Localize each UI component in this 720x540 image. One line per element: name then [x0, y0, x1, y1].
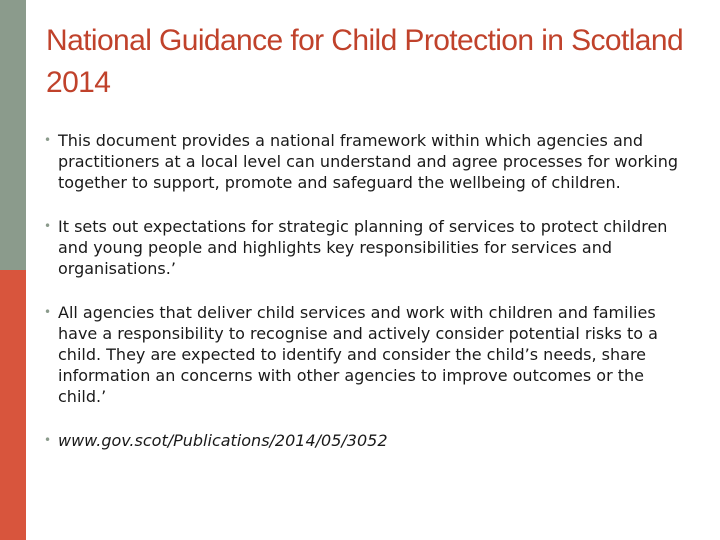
bullet-item — [44, 302, 684, 407]
bullet-dot-icon: • — [44, 433, 52, 447]
publication-link[interactable]: www.gov.scot/Publications/2014/05/3052 — [58, 431, 388, 450]
bullet-item — [44, 216, 684, 279]
accent-bar-top — [0, 0, 26, 270]
bullet-text: This document provides a national framework within which agencies and practitioners at a local level can understand and agree processes for working together to support, promote and safeguard the wellbeing of children. — [58, 131, 679, 192]
bullet-item — [44, 430, 684, 451]
bullet-dot-icon: • — [44, 133, 52, 147]
bullet-text: It sets out expectations for strategic planning of services to protect children and young people and highlights key responsibilities for services and organisations.’ — [58, 217, 668, 278]
bullet-dot-icon: • — [44, 305, 52, 319]
accent-bar-bottom — [0, 270, 26, 540]
bullet-text: All agencies that deliver child services and work with children and families have a responsibility to recognise and actively consider potential risks to a child. They are expected to identify and consider the child’s needs, share information an concerns with other agencies to improve outcomes or the child.’ — [58, 303, 658, 406]
bullet-dot-icon: • — [44, 219, 52, 233]
bullet-list — [44, 130, 684, 451]
slide-title: National Guidance for Child Protection in Scotland 2014 — [46, 24, 684, 99]
bullet-item — [44, 130, 684, 193]
